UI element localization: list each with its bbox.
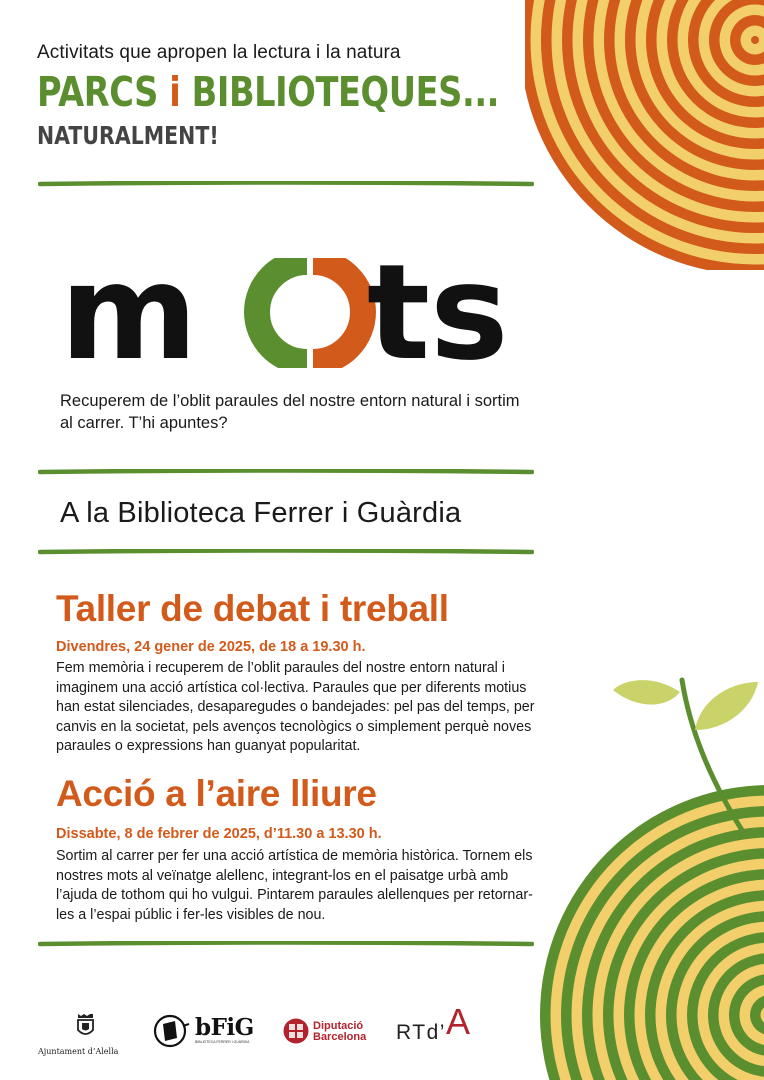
coat-of-arms-icon: [38, 1012, 133, 1040]
divider: [38, 549, 534, 555]
title-i: i: [169, 68, 181, 116]
rtda-a: A: [446, 1001, 471, 1042]
decorative-green-rings: [540, 670, 764, 1080]
event-title: Taller de debat i treball: [56, 588, 449, 629]
ajuntament-name: Ajuntament d’Alella: [38, 1047, 119, 1056]
rtda-logo: [396, 1001, 486, 1046]
mots-logo: [60, 258, 530, 368]
campaign-title: [37, 68, 500, 116]
event-date: Dissabte, 8 de febrer de 2025, d’11.30 a 13.30 h.: [56, 826, 382, 842]
ring: [751, 36, 759, 44]
event-date: Divendres, 24 gener de 2025, de 18 a 19.30 h.: [56, 639, 366, 655]
event-description: Sortim al carrer per fer una acció artística de memòria històrica. Tornem els nostres mots al veïnatge alellenc, integrant-los en el paisatge urbà amb l’ajuda de tothom qui ho vulgui. Pintarem paraules alellenques per retornar-les a l’espai públic i fer-les visibles de nou.: [56, 848, 533, 923]
logo-letter-s: s: [430, 258, 509, 368]
diputacio-line1: Diputació: [313, 1020, 364, 1032]
divider: [38, 181, 534, 187]
ajuntament-logo: [38, 1012, 133, 1056]
sprout-leaf-left: [613, 680, 680, 704]
title-biblioteques: BIBLIOTEQUES...: [180, 68, 500, 116]
logo-letter-m: m: [60, 258, 198, 368]
decorative-orange-rings: [525, 0, 764, 270]
logo-letter-t: t: [367, 258, 431, 368]
divider: [38, 469, 534, 475]
diputacio-line2: Barcelona: [313, 1031, 367, 1043]
tagline: Activitats que apropen la lectura i la natura: [37, 42, 401, 63]
title-parcs: PARCS: [37, 68, 170, 116]
book-head-icon: [153, 1014, 191, 1048]
bfig-logo: [153, 1012, 253, 1048]
bfig-wordmark: bFiG: [195, 1014, 254, 1041]
bfig-caption: BIBLIOTECA FERRER i GUÀRDIA: [195, 1040, 250, 1044]
intro-text: Recuperem de l’oblit paraules del nostre entorn natural i sortim al carrer. T’hi apuntes?: [60, 392, 520, 432]
event-description: Fem memòria i recuperem de l’oblit paraules del nostre entorn natural i imaginem una acció artística col·lectiva. Paraules que per diferents motius han estat silenciades, desaparegudes o bandejades: pel pas del temps, per canvis en la societat, pels avenços tecnològics o simplement perquè noves paraules o expressions han guanyat popularitat.: [56, 660, 535, 754]
rtda-text: RTd’: [396, 1021, 446, 1044]
campaign-subtitle: NATURALMENT!: [37, 121, 219, 150]
diputacio-logo: [283, 1018, 373, 1048]
divider: [38, 941, 534, 947]
diputacio-emblem-icon: [283, 1018, 309, 1044]
sprout-leaf-right: [695, 682, 758, 730]
event-title: Acció a l’aire lliure: [56, 773, 377, 814]
venue-heading: A la Biblioteca Ferrer i Guàrdia: [60, 497, 462, 529]
logo-letter-o: [257, 262, 363, 362]
